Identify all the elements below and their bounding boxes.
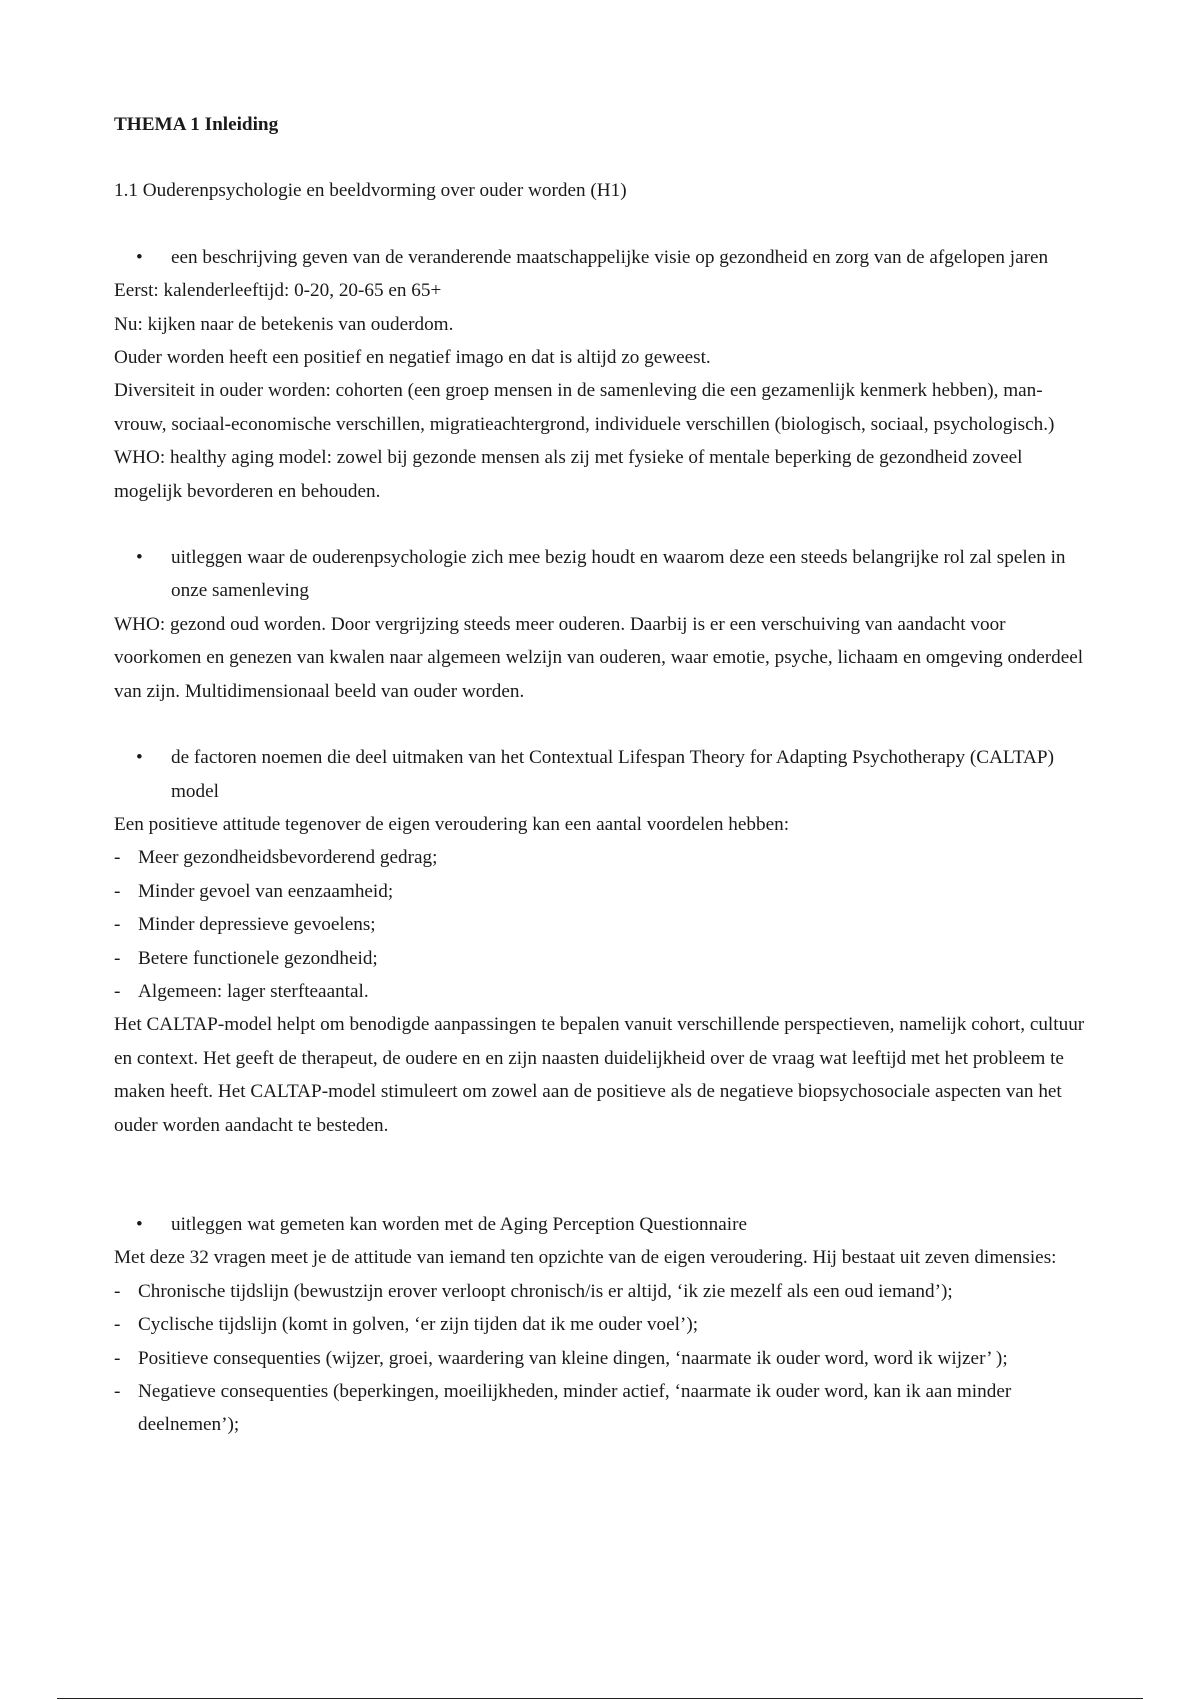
dash-icon: - <box>114 847 121 869</box>
list-item: - Meer gezondheidsbevorderend gedrag; <box>114 841 1094 874</box>
dash-icon: - <box>114 1381 121 1402</box>
dash-icon: - <box>114 1280 121 1302</box>
list-item: - Minder gevoel van eenzaamheid; <box>114 875 1094 908</box>
learning-goal-3-text: de factoren noemen die deel uitmaken van het Contextual Lifespan Theory for Adapting Psychotherapy (CALTAP) model <box>171 747 1054 802</box>
list-item: - Positieve consequenties (wijzer, groei, waardering van kleine dingen, ‘naarmate ik ouder word, word ik wijzer’ ); <box>114 1342 1094 1375</box>
paragraph: Met deze 32 vragen meet je de attitude van iemand ten opzichte van de eigen veroudering. Hij bestaat uit zeven dimensies: <box>114 1247 1057 1269</box>
paragraph: Het CALTAP-model helpt om benodigde aanpassingen te bepalen vanuit verschillende perspectieven, namelijk cohort, cultuur en context. Het geeft de therapeut, de oudere en en zijn naasten duidelijkheid over de vraag wat leeftijd met het probleem te maken heeft. Het CALTAP-model stimuleert om zowel aan de positieve als de negatieve biopsychosociale aspecten van het ouder worden aandacht te besteden. <box>114 1014 1085 1136</box>
section-1 <box>114 241 1094 508</box>
learning-goal-1 <box>114 241 1094 274</box>
section-3 <box>114 741 1094 1142</box>
section-2 <box>114 541 1094 708</box>
section-4 <box>114 1208 1094 1442</box>
paragraph: Een positieve attitude tegenover de eigen veroudering kan een aantal voordelen hebben: <box>114 813 790 835</box>
list-item: - Negatieve consequenties (beperkingen, moeilijkheden, minder actief, ‘naarmate ik ouder word, kan ik aan minder deelnemen’); <box>114 1375 1094 1442</box>
learning-goal-4-text: uitleggen wat gemeten kan worden met de Aging Perception Questionnaire <box>171 1213 747 1235</box>
learning-goal-1-text: een beschrijving geven van de veranderende maatschappelijke visie op gezondheid en zorg van de afgelopen jaren <box>171 246 1049 268</box>
dash-icon: - <box>114 880 121 902</box>
section-heading: 1.1 Ouderenpsychologie en beeldvorming over ouder worden (H1) <box>114 180 627 202</box>
paragraph: Nu: kijken naar de betekenis van ouderdom. <box>114 313 454 335</box>
dimensions-list <box>114 1275 1094 1442</box>
bullet-icon: • <box>136 246 143 268</box>
dash-icon: - <box>114 947 121 969</box>
paragraph: Ouder worden heeft een positief en negatief imago en dat is altijd zo geweest. <box>114 347 711 369</box>
learning-goal-4 <box>114 1208 1094 1241</box>
document-title: THEMA 1 Inleiding <box>114 114 279 135</box>
list-item: - Cyclische tijdslijn (komt in golven, ‘er zijn tijden dat ik me ouder voel’); <box>114 1308 1094 1341</box>
bullet-icon: • <box>136 747 143 769</box>
document-page <box>114 108 1094 1442</box>
paragraph: Diversiteit in ouder worden: cohorten (een groep mensen in de samenleving die een gezamenlijk kenmerk hebben), man-vrouw, sociaal-economische verschillen, migratieachtergrond, individuele verschillen (biologisch, sociaal, psychologisch.) <box>114 380 1055 435</box>
paragraph: Eerst: kalenderleeftijd: 0-20, 20-65 en 65+ <box>114 280 442 302</box>
paragraph: WHO: healthy aging model: zowel bij gezonde mensen als zij met fysieke of mentale beperking de gezondheid zoveel mogelijk bevorderen en behouden. <box>114 447 1023 502</box>
list-item: - Chronische tijdslijn (bewustzijn erover verloopt chronisch/is er altijd, ‘ik zie mezelf als een oud iemand’); <box>114 1275 1094 1308</box>
footer-divider <box>57 1698 1143 1699</box>
benefits-list <box>114 841 1094 1008</box>
list-item: - Algemeen: lager sterfteaantal. <box>114 975 1094 1008</box>
dash-icon: - <box>114 1314 121 1336</box>
bullet-icon: • <box>136 547 143 569</box>
dash-icon: - <box>114 980 121 1002</box>
dash-icon: - <box>114 1347 121 1369</box>
learning-goal-3 <box>114 741 1094 808</box>
paragraph: WHO: gezond oud worden. Door vergrijzing steeds meer ouderen. Daarbij is er een verschuiving van aandacht voor voorkomen en genezen van kwalen naar algemeen welzijn van ouderen, waar emotie, psyche, lichaam en omgeving onderdeel van zijn. Multidimensionaal beeld van ouder worden. <box>114 613 1084 702</box>
bullet-icon: • <box>136 1213 143 1235</box>
learning-goal-2-text: uitleggen waar de ouderenpsychologie zich mee bezig houdt en waarom deze een steeds belangrijke rol zal spelen in onze samenleving <box>171 547 1066 602</box>
list-item: - Minder depressieve gevoelens; <box>114 908 1094 941</box>
dash-icon: - <box>114 914 121 936</box>
learning-goal-2 <box>114 541 1094 608</box>
list-item: - Betere functionele gezondheid; <box>114 942 1094 975</box>
